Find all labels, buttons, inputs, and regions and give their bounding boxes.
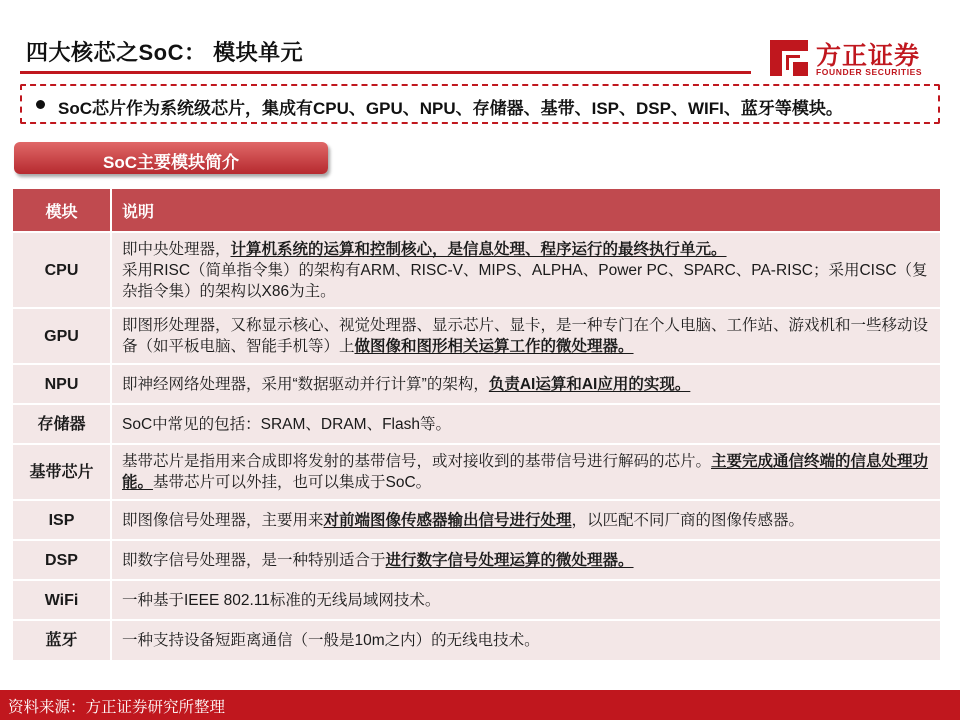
company-logo	[766, 36, 936, 82]
module-description	[111, 364, 941, 404]
bullet-icon	[36, 100, 45, 109]
table-row	[13, 580, 941, 620]
highlight-text: 对前端图像传感器输出信号进行处理	[323, 511, 572, 529]
module-name: 基带芯片	[13, 444, 111, 500]
module-name: ISP	[13, 500, 111, 540]
table-row	[13, 404, 941, 444]
description-text: 即图像信号处理器，主要用来	[122, 511, 324, 529]
table-row	[13, 444, 941, 500]
table-row	[13, 620, 941, 660]
module-table	[13, 189, 942, 660]
table-header-row	[13, 189, 941, 232]
module-description	[111, 232, 941, 308]
description-text: 一种基于IEEE 802.11标准的无线局域网技术。	[122, 591, 441, 609]
module-description	[111, 500, 941, 540]
table-body	[13, 232, 941, 660]
module-description	[111, 540, 941, 580]
page-title: 四大核芯之SoC： 模块单元	[26, 40, 304, 65]
module-name: 存储器	[13, 404, 111, 444]
table-row	[13, 308, 941, 364]
highlight-text: 做图像和图形相关运算工作的微处理器。	[354, 338, 634, 355]
highlight-text: 计算机系统的运算和控制核心，是信息处理、程序运行的最终执行单元。	[230, 240, 727, 258]
section-tab	[14, 142, 328, 174]
source-note: 资料来源：方正证券研究所整理	[8, 699, 226, 716]
module-name: DSP	[13, 540, 111, 580]
title-divider	[20, 71, 751, 74]
description-text: 即中央处理器，	[122, 240, 231, 258]
module-description	[111, 620, 941, 660]
description-text: 即数字信号处理器，是一种特别适合于	[122, 551, 386, 569]
header-description: 说明	[111, 189, 941, 232]
summary-box	[20, 84, 940, 124]
description-text: 基带芯片可以外挂，也可以集成于SoC。	[153, 474, 432, 491]
module-description	[111, 308, 941, 364]
module-name: CPU	[13, 232, 111, 308]
module-description	[111, 444, 941, 500]
description-text: 一种支持设备短距离通信（一般是10m之内）的无线电技术。	[122, 632, 540, 649]
highlight-text: 进行数字信号处理运算的微处理器。	[385, 551, 634, 569]
module-name: WiFi	[13, 580, 111, 620]
description-text: 基带芯片是指用来合成即将发射的基带信号，或对接收到的基带信号进行解码的芯片。	[122, 453, 712, 470]
table-row	[13, 540, 941, 580]
logo-name-en: FOUNDER SECURITIES	[816, 67, 923, 77]
section-title: SoC主要模块简介	[103, 153, 239, 172]
footer-bar	[0, 690, 960, 720]
summary-text: SoC芯片作为系统级芯片，集成有CPU、GPU、NPU、存储器、基带、ISP、DSP、WIFI、蓝牙等模块。	[58, 99, 843, 118]
module-name: NPU	[13, 364, 111, 404]
description-text: 即神经网络处理器，采用“数据驱动并行计算”的架构，	[122, 375, 489, 393]
module-description	[111, 404, 941, 444]
module-name: GPU	[13, 308, 111, 364]
description-text: 即图形处理器，又称显示核心、视觉处理器、显示芯片、显卡，是一种专门在个人电脑、工作站、游戏机和一些移动设备（如平板电脑、智能手机等）上	[122, 317, 929, 355]
module-name: 蓝牙	[13, 620, 111, 660]
module-description	[111, 580, 941, 620]
table-row	[13, 364, 941, 404]
highlight-text: 负责AI运算和AI应用的实现。	[488, 375, 691, 393]
description-text: ，以匹配不同厂商的图像传感器。	[571, 511, 805, 529]
logo-name-cn: 方正证券	[816, 42, 921, 70]
description-text: 采用RISC（简单指令集）的架构有ARM、RISC-V、MIPS、ALPHA、Power PC、SPARC、PA-RISC；采用CISC（复杂指令集）的架构以X86为主。	[122, 261, 928, 300]
table-row	[13, 232, 941, 308]
description-text: SoC中常见的包括：SRAM、DRAM、Flash等。	[122, 415, 451, 433]
founder-logo-icon	[766, 36, 812, 80]
highlight-text: 主要完成通信终端的信息处理功能。	[122, 453, 929, 491]
header-module: 模块	[13, 189, 111, 232]
table-row	[13, 500, 941, 540]
